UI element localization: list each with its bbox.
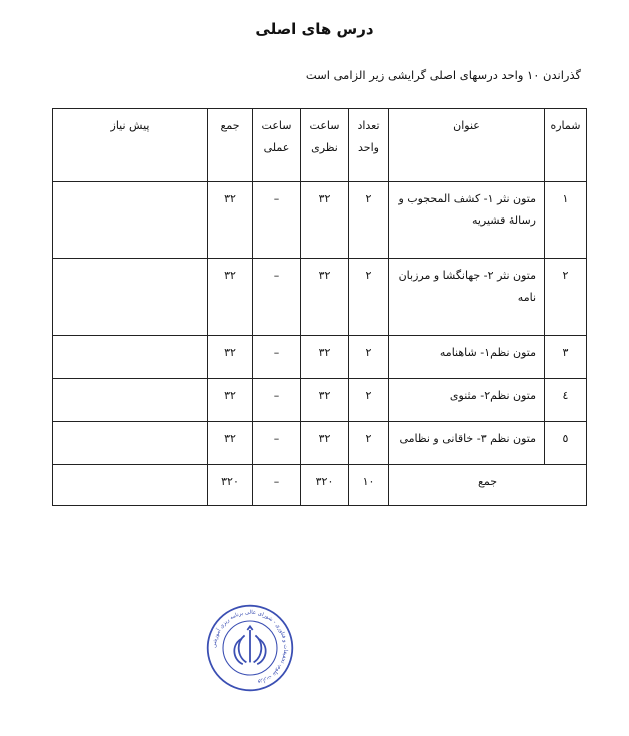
total-row: [53, 465, 587, 506]
table-row: [53, 259, 587, 336]
header-prerequisite: پیش نیاز: [53, 109, 208, 182]
row-theory-hours: ۳۲: [301, 379, 349, 422]
course-title: متون نثر ۲- جهانگشا و مرزبان نامه: [389, 259, 545, 336]
row-practical-hours: –: [253, 379, 301, 422]
table-row: [53, 336, 587, 379]
row-practical-hours: –: [253, 182, 301, 259]
course-title: متون نظم ۳- خاقانی و نظامی: [389, 422, 545, 465]
table-row: [53, 422, 587, 465]
course-title: متون نثر ۱- کشف المحجوب و رسالهٔ قشیریه: [389, 182, 545, 259]
row-prerequisite: [53, 336, 208, 379]
row-practical-hours: –: [253, 259, 301, 336]
row-prerequisite: [53, 422, 208, 465]
total-prerequisite: [53, 465, 208, 506]
table-header-row: [53, 109, 587, 182]
total-label: جمع: [389, 465, 587, 506]
row-number: ۳: [545, 336, 587, 379]
header-theory-hours: ساعت نظری: [301, 109, 349, 182]
row-prerequisite: [53, 259, 208, 336]
row-prerequisite: [53, 379, 208, 422]
emblem-icon: [234, 626, 265, 664]
row-number: ۲: [545, 259, 587, 336]
header-title: عنوان: [389, 109, 545, 182]
row-units: ۲: [349, 422, 389, 465]
total-total: ۳۲۰: [208, 465, 253, 506]
row-total: ۳۲: [208, 336, 253, 379]
row-units: ۲: [349, 259, 389, 336]
row-practical-hours: –: [253, 422, 301, 465]
row-theory-hours: ۳۲: [301, 259, 349, 336]
row-total: ۳۲: [208, 422, 253, 465]
row-theory-hours: ۳۲: [301, 422, 349, 465]
row-total: ۳۲: [208, 379, 253, 422]
row-units: ۲: [349, 379, 389, 422]
total-practical-hours: –: [253, 465, 301, 506]
row-practical-hours: –: [253, 336, 301, 379]
header-practical-hours: ساعت عملی: [253, 109, 301, 182]
row-total: ۳۲: [208, 259, 253, 336]
courses-table: [52, 108, 587, 506]
header-number: شماره: [545, 109, 587, 182]
seal-ring-text: وزارت علوم، تحقیقات و فناوری - شورای عالی برنامه ریزی آموزشی: [211, 609, 289, 686]
row-total: ۳۲: [208, 182, 253, 259]
row-units: ۲: [349, 182, 389, 259]
row-units: ۲: [349, 336, 389, 379]
row-number: ٤: [545, 379, 587, 422]
total-theory-hours: ۳۲۰: [301, 465, 349, 506]
row-number: ۱: [545, 182, 587, 259]
row-prerequisite: [53, 182, 208, 259]
header-total: جمع: [208, 109, 253, 182]
header-units: تعداد واحد: [349, 109, 389, 182]
course-title: متون نظم۱- شاهنامه: [389, 336, 545, 379]
course-title: متون نظم۲- مثنوی: [389, 379, 545, 422]
intro-text: گذراندن ۱۰ واحد درسهای اصلی گرایشی زیر الزامی است: [305, 68, 581, 82]
official-seal: [205, 603, 295, 693]
page-title: درس های اصلی: [255, 20, 374, 38]
table-row: [53, 182, 587, 259]
row-theory-hours: ۳۲: [301, 182, 349, 259]
table-row: [53, 379, 587, 422]
row-theory-hours: ۳۲: [301, 336, 349, 379]
total-units: ۱۰: [349, 465, 389, 506]
row-number: ٥: [545, 422, 587, 465]
